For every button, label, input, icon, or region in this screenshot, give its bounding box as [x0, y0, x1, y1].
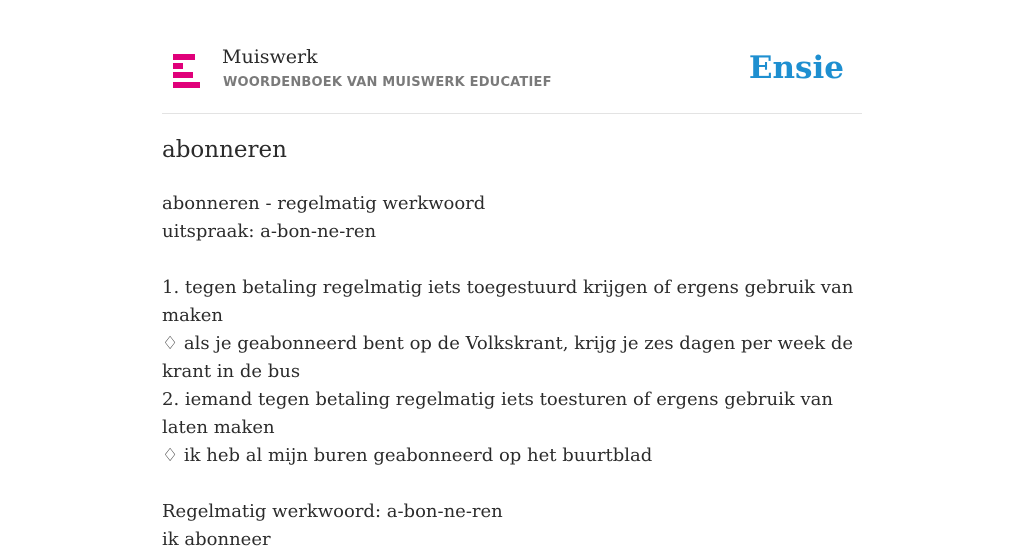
- site-header: [162, 44, 862, 114]
- entry-content: [162, 190, 862, 554]
- entry-line-conjugation-heading: Regelmatig werkwoord: a-bon-ne-ren: [162, 501, 503, 522]
- entry-line-conjugation-1: ik abonneer: [162, 529, 271, 550]
- entry-line-example-1: ♢ als je geabonneerd bent op de Volkskrant, krijg je zes dagen per week de krant in de bus: [162, 333, 854, 382]
- entry-line-example-2: ♢ ik heb al mijn buren geabonneerd op het buurtblad: [162, 445, 653, 466]
- entry-spacer: [162, 470, 862, 498]
- entry-line-definition-1: 1. tegen betaling regelmatig iets toegestuurd krijgen of ergens gebruik van maken: [162, 277, 854, 326]
- ensie-logo-link[interactable]: Ensie: [748, 50, 844, 86]
- muiswerk-e-logo-icon[interactable]: [173, 54, 200, 88]
- entry-spacer: [162, 246, 862, 274]
- page: [162, 0, 862, 550]
- brand-name[interactable]: Muiswerk: [222, 46, 318, 68]
- page-title: abonneren: [162, 137, 287, 163]
- entry-line-headword: abonneren - regelmatig werkwoord: [162, 193, 486, 214]
- entry-line-definition-2: 2. iemand tegen betaling regelmatig iets toesturen of ergens gebruik van laten maken: [162, 389, 833, 438]
- entry-line-pronunciation: uitspraak: a-bon-ne-ren: [162, 221, 377, 242]
- brand-subtitle: WOORDENBOEK VAN MUISWERK EDUCATIEF: [223, 75, 552, 90]
